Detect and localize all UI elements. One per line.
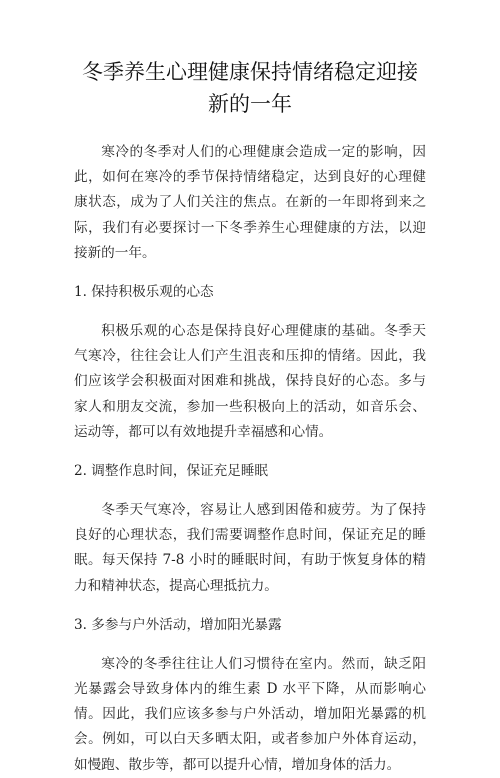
- section-heading-1: 1. 保持积极乐观的心态: [74, 284, 214, 301]
- intro-paragraph: 寒冷的冬季对人们的心理健康会造成一定的影响，因此，如何在寒冷的季节保持情绪稳定，达到良好的心理健康状态，成为了人们关注的焦点。在新的一年即将到来之际，我们有必要探讨一下冬季养生心理健康的方法，以迎接新的一年。: [74, 144, 426, 261]
- section-body-2: 冬季天气寒冷，容易让人感到困倦和疲劳。为了保持良好的心理状态，我们需要调整作息时间，保证充足的睡眠。每天保持 7-8 小时的睡眠时间，有助于恢复身体的精力和精神状态，提高心理抵抗力。: [74, 502, 426, 594]
- section-heading-2: 2. 调整作息时间，保证充足睡眠: [74, 463, 269, 480]
- section-heading-3: 3. 多参与户外活动，增加阳光暴露: [74, 616, 282, 633]
- document-title: 冬季养生心理健康保持情绪稳定迎接新的一年: [82, 60, 418, 116]
- section-body-3: 寒冷的冬季往往让人们习惯待在室内。然而，缺乏阳光暴露会导致身体内的维生素 D 水平下降，从而影响心情。因此，我们应该多参与户外活动，增加阳光暴露的机会。例如，可以白天多晒太阳，或者参加户外体育运动，如慢跑、散步等，都可以提升心情，增加身体的活力。: [74, 655, 426, 773]
- section-body-1: 积极乐观的心态是保持良好心理健康的基础。冬季天气寒冷，往往会让人们产生沮丧和压抑的情绪。因此，我们应该学会积极面对困难和挑战，保持良好的心态。多与家人和朋友交流，参加一些积极向上的活动，如音乐会、运动等，都可以有效地提升幸福感和心情。: [74, 323, 426, 440]
